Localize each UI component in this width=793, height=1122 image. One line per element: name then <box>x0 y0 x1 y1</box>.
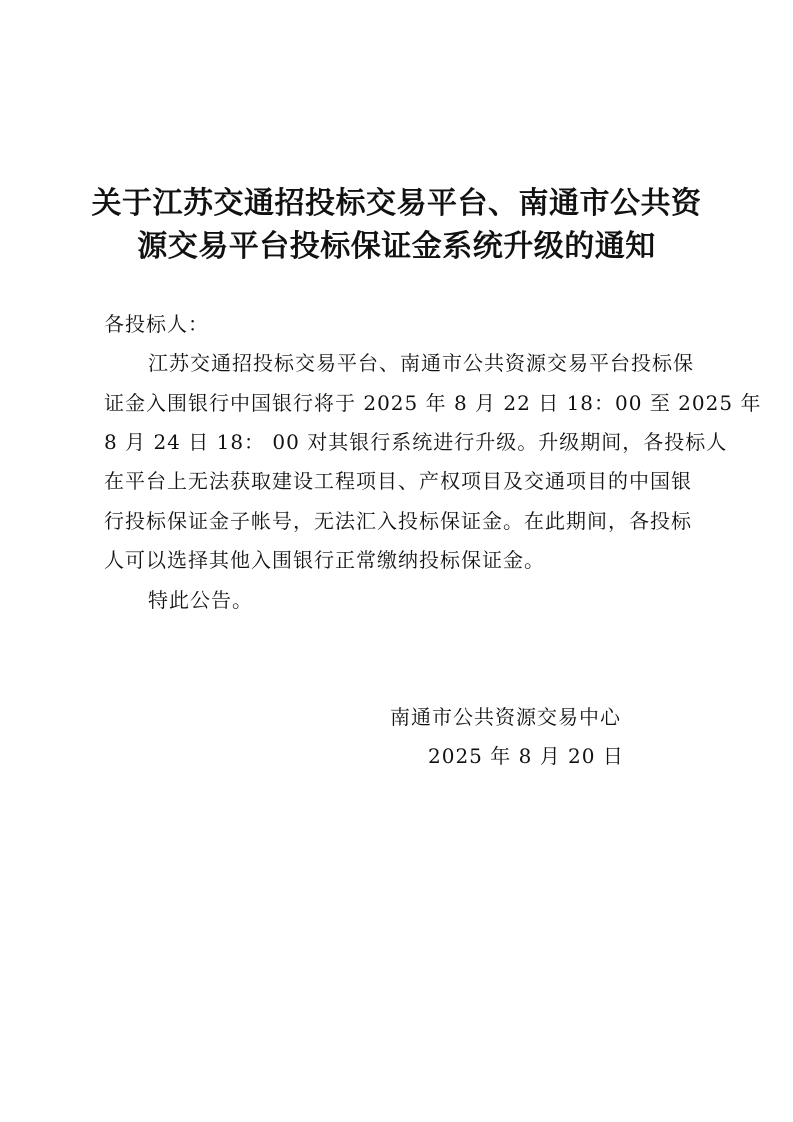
signature-organization: 南通市公共资源交易中心 <box>390 705 621 729</box>
closing-text: 特此公告。 <box>148 588 253 612</box>
salutation: 各投标人： <box>104 312 209 336</box>
document-title-line-1: 关于江苏交通招投标交易平台、南通市公共资 <box>91 186 702 221</box>
body-line: 证金入围银行中国银行将于 2025 年 8 月 22 日 18：00 至 2025 年 <box>104 391 762 415</box>
body-line: 行投标保证金子帐号，无法汇入投标保证金。在此期间，各投标 <box>104 509 692 533</box>
body-line: 8 月 24 日 18： 00 对其银行系统进行升级。升级期间，各投标人 <box>104 430 728 454</box>
signature-date: 2025 年 8 月 20 日 <box>428 744 624 768</box>
document-title-line-2: 源交易平台投标保证金系统升级的通知 <box>137 229 656 264</box>
body-line: 人可以选择其他入围银行正常缴纳投标保证金。 <box>104 548 545 572</box>
body-line: 江苏交通招投标交易平台、南通市公共资源交易平台投标保 <box>148 351 694 375</box>
body-line: 在平台上无法获取建设工程项目、产权项目及交通项目的中国银 <box>104 469 692 493</box>
